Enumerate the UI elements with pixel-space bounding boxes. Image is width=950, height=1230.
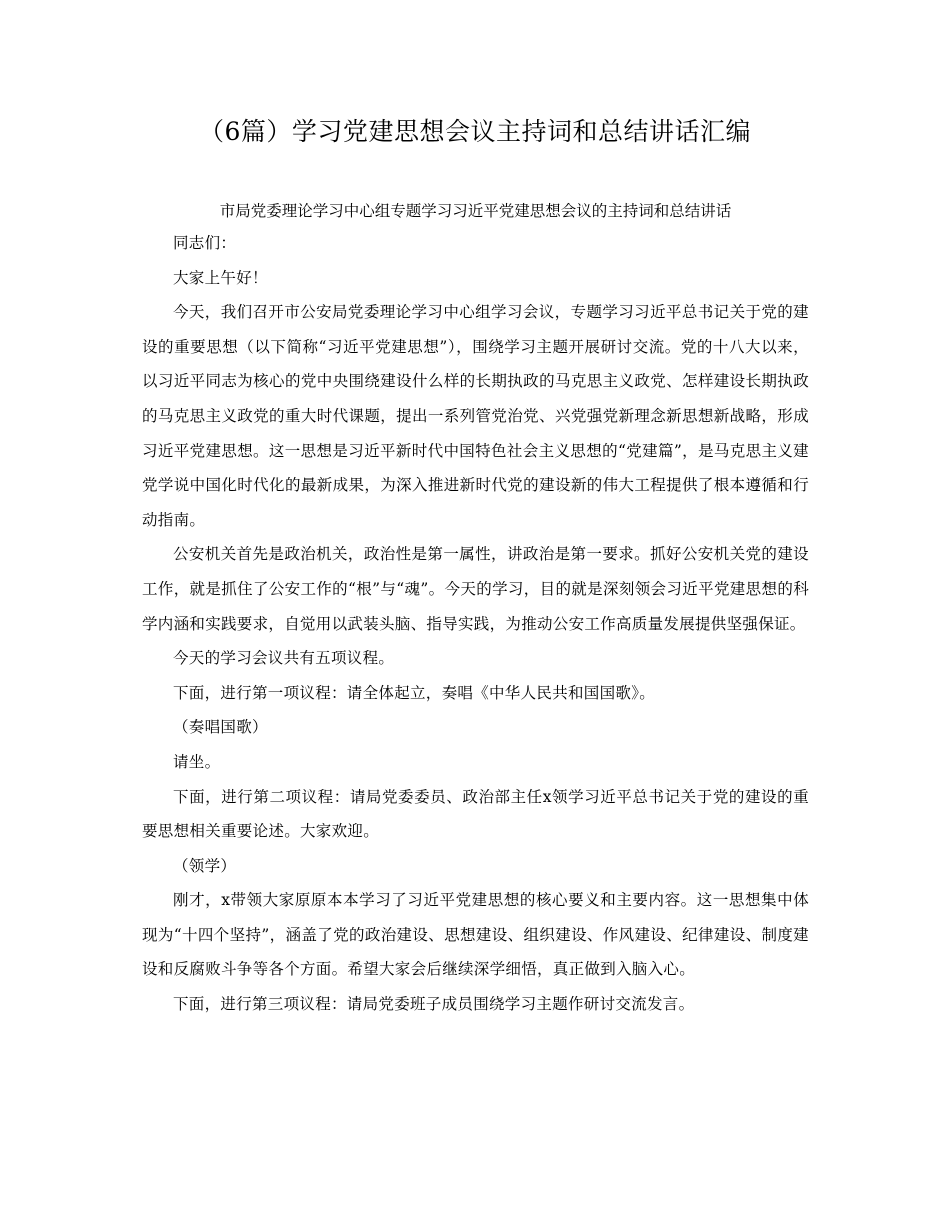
document-title: （6篇）学习党建思想会议主持词和总结讲话汇编 bbox=[199, 117, 751, 146]
paragraph: 下面，进行第三项议程：请局党委班子成员围绕学习主题作研讨交流发言。 bbox=[173, 995, 695, 1014]
paragraph: 今天的学习会议共有五项议程。 bbox=[173, 649, 395, 668]
paragraph-greeting: 同志们： bbox=[173, 234, 237, 252]
document-subtitle: 市局党委理论学习中心组专题学习习近平党建思想会议的主持词和总结讲话 bbox=[219, 202, 732, 220]
paragraph: 请坐。 bbox=[173, 752, 221, 771]
paragraph: 下面，进行第二项议程：请局党委委员、政治部主任x领学习近平总书记关于党的建设的重要思想相关重要论述。大家欢迎。 bbox=[142, 787, 809, 841]
paragraph: 下面，进行第一项议程：请全体起立，奏唱《中华人民共和国国歌》。 bbox=[173, 683, 656, 702]
paragraph: （领学） bbox=[173, 856, 237, 875]
document-body bbox=[142, 196, 809, 1022]
paragraph: 公安机关首先是政治机关，政治性是第一属性，讲政治是第一要求。抓好公安机关党的建设工作，就是抓住了公安工作的“根”与“魂”。今天的学习，目的就是深刻领会习近平党建思想的科学内涵和实践要求，自觉用以武装头脑、指导实践，为推动公安工作高质量发展提供坚强保证。 bbox=[142, 545, 809, 633]
paragraph: （奏唱国歌） bbox=[173, 718, 268, 737]
paragraph-good-morning: 大家上午好！ bbox=[173, 268, 268, 287]
paragraph: 刚才，x带领大家原原本本学习了习近平党建思想的核心要义和主要内容。这一思想集中体现为“十四个坚持”，涵盖了党的政治建设、思想建设、组织建设、作风建设、纪律建设、制度建设和反腐败斗争等各个方面。希望大家会后继续深学细悟，真正做到入脑入心。 bbox=[142, 891, 809, 979]
paragraph: 今天，我们召开市公安局党委理论学习中心组学习会议，专题学习习近平总书记关于党的建设的重要思想（以下简称“习近平党建思想”），围绕学习主题开展研讨交流。党的十八大以来，以习近平同志为核心的党中央围绕建设什么样的长期执政的马克思主义政党、怎样建设长期执政的马克思主义政党的重大时代课题，提出一系列管党治党、兴党强党新理念新思想新战略，形成习近平党建思想。这一思想是习近平新时代中国特色社会主义思想的“党建篇”，是马克思主义建党学说中国化时代化的最新成果，为深入推进新时代党的建设新的伟大工程提供了根本遵循和行动指南。 bbox=[142, 303, 809, 529]
